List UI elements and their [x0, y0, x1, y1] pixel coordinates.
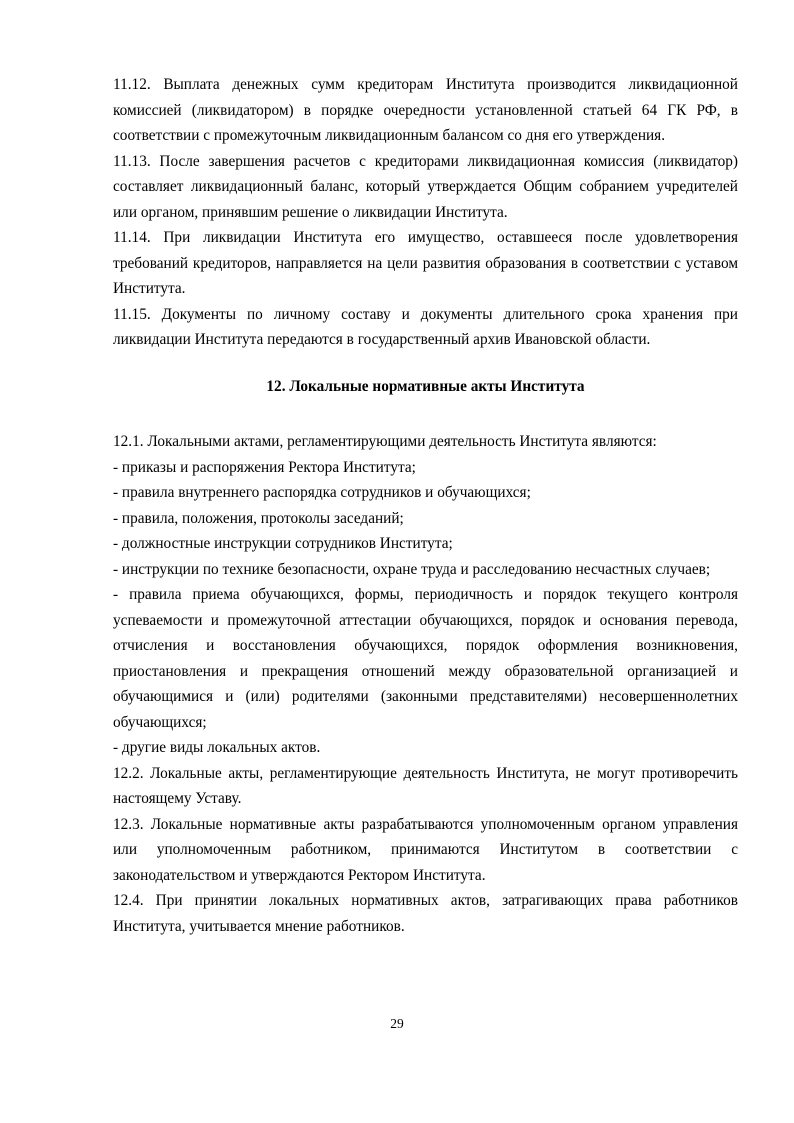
- page-content: [113, 72, 738, 939]
- section-heading-12: 12. Локальные нормативные акты Института: [266, 377, 585, 395]
- list-item-admission-rules: - правила приема обучающихся, формы, периодичность и порядок текущего контроля успеваемости и промежуточной аттестации обучающихся, порядок и основания перевода, отчисления и восстановления обучающихся, порядок оформления возникновения, приостановления и прекращения отношений между образовательной организацией и обучающимися и (или) родителями (законными представителями) несовершеннолетних обучающихся;: [113, 586, 738, 731]
- paragraph-12-3: 12.3. Локальные нормативные акты разрабатываются уполномоченным органом управления или уполномоченным работником, принимаются Институтом в соответствии с законодательством и утверждаются Ректором Института.: [113, 815, 738, 884]
- list-item-orders: - приказы и распоряжения Ректора Института;: [113, 458, 416, 476]
- list-item-job-instructions: - должностные инструкции сотрудников Института;: [113, 535, 453, 552]
- list-item-internal-rules: - правила внутреннего распорядка сотрудников и обучающихся;: [113, 484, 531, 501]
- paragraph-12-4: 12.4. При принятии локальных нормативных актов, затрагивающих права работников Института, учитывается мнение работников.: [113, 892, 738, 935]
- heading-spacer-top: [113, 353, 738, 374]
- paragraph-11-13: 11.13. После завершения расчетов с кредиторами ликвидационная комиссия (ликвидатор) составляет ликвидационный баланс, который утверждается Общим собранием учредителей или органом, принявшим решение о ликвидации Института.: [113, 152, 738, 221]
- paragraph-11-15: 11.15. Документы по личному составу и документы длительного срока хранения при ликвидации Института передаются в государственный архив Ивановской области.: [113, 305, 738, 348]
- paragraph-12-1: 12.1. Локальными актами, регламентирующими деятельность Института являются:: [113, 433, 657, 450]
- list-item-other-acts: - другие виды локальных актов.: [113, 739, 321, 756]
- heading-spacer-bottom: [113, 399, 738, 429]
- list-item-regulations: - правила, положения, протоколы заседаний;: [113, 509, 404, 527]
- list-item-safety-instructions: - инструкции по технике безопасности, охране труда и расследованию несчастных случаев;: [113, 560, 711, 578]
- page-number: 29: [390, 1016, 404, 1031]
- paragraph-11-12: 11.12. Выплата денежных сумм кредиторам Института производится ликвидационной комиссией (ликвидатором) в порядке очередности установленной статьей 64 ГК РФ, в соответствии с промежуточным ликвидационным балансом со дня его утверждения.: [113, 76, 738, 144]
- paragraph-12-2: 12.2. Локальные акты, регламентирующие деятельность Института, не могут противоречить настоящему Уставу.: [113, 764, 738, 807]
- paragraph-11-14: 11.14. При ликвидации Института его имущество, оставшееся после удовлетворения требований кредиторов, направляется на цели развития образования в соответствии с уставом Института.: [113, 229, 738, 297]
